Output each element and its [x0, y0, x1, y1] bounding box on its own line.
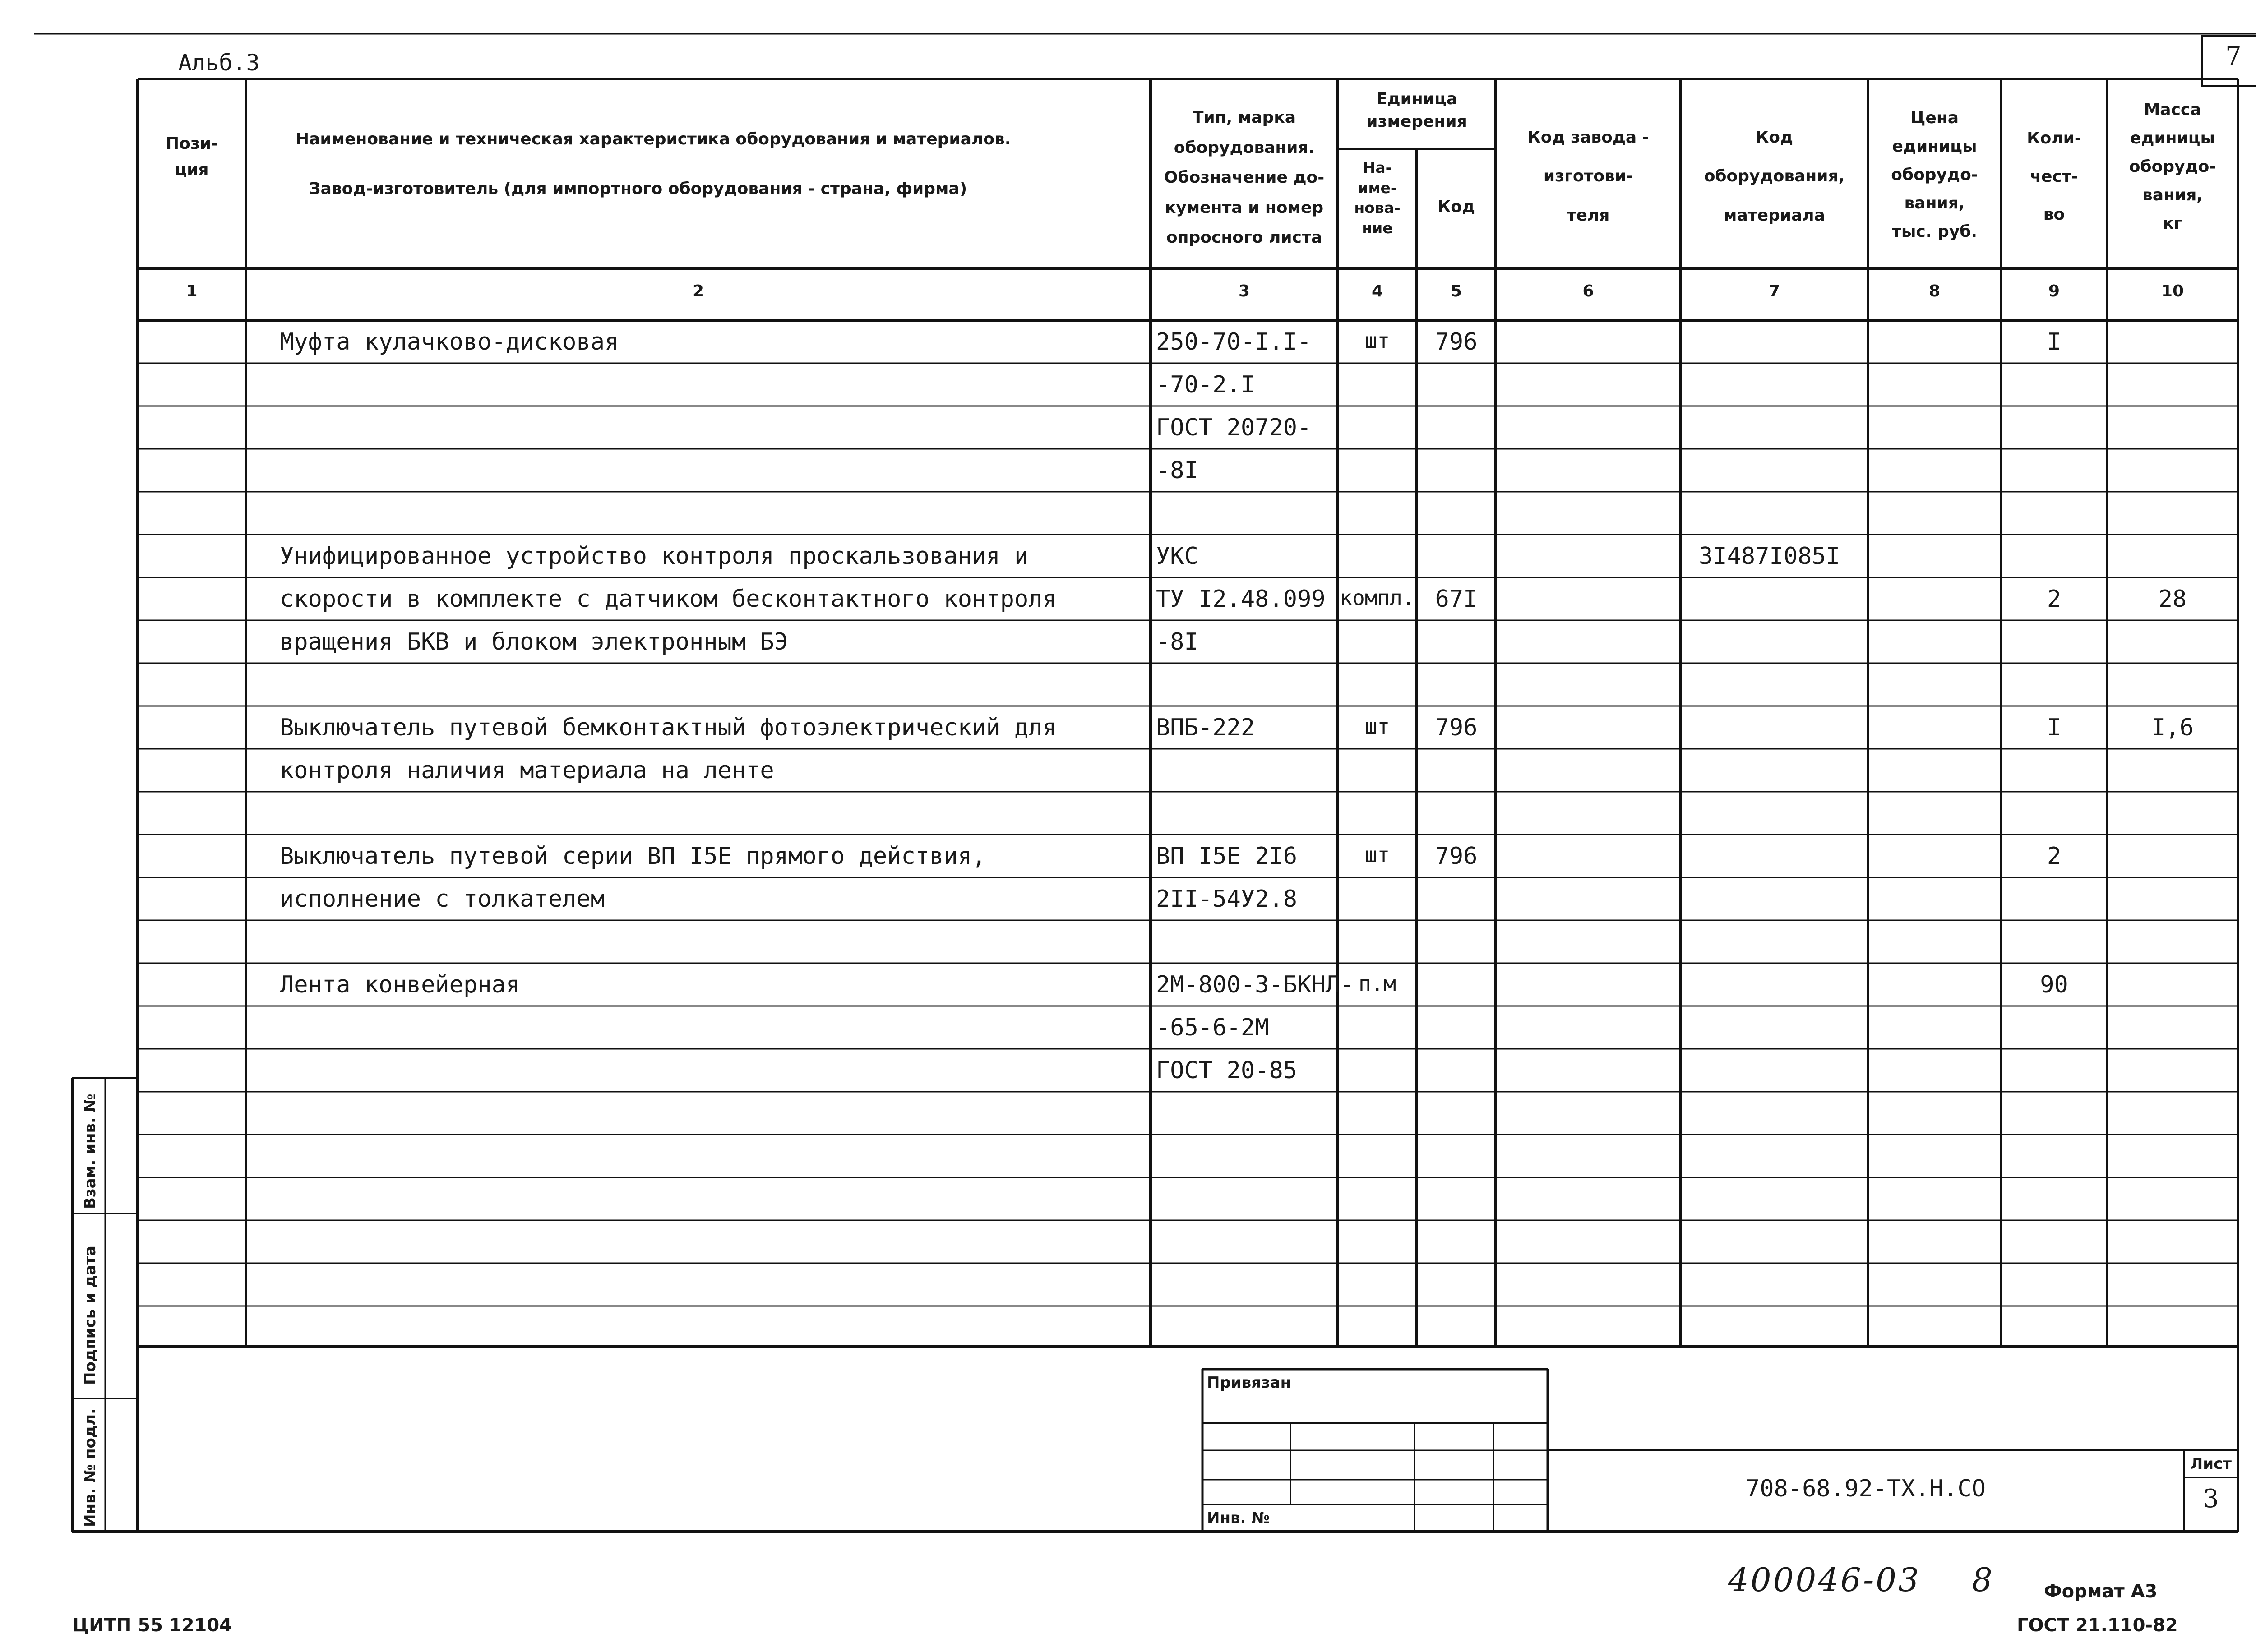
- handwritten-number: 8: [1972, 1561, 1994, 1599]
- col-number: 9: [2048, 282, 2060, 300]
- header-col-quantity: Коли- чест- во: [2027, 129, 2081, 224]
- row-mass: 28: [2158, 586, 2187, 613]
- document-code: 708-68.92-ТХ.Н.СО: [1745, 1475, 1986, 1502]
- stamp-sheet-label: Лист: [2190, 1455, 2232, 1473]
- col-number: 8: [1928, 282, 1941, 300]
- row-name: вращения БКВ и блоком электронным БЭ: [280, 628, 789, 655]
- row-quantity: 90: [2040, 971, 2068, 998]
- row-name: Выключатель путевой серии ВП I5Е прямого действия,: [280, 843, 986, 870]
- row-quantity: I: [2047, 714, 2062, 741]
- side-label-podpis: Подпись и дата: [81, 1246, 99, 1385]
- row-type: 2II-54У2.8: [1156, 886, 1298, 913]
- col-number: 6: [1582, 282, 1594, 300]
- stamp-inv-no: Инв. №: [1207, 1509, 1270, 1527]
- row-name: Лента конвейерная: [280, 971, 520, 998]
- page-corner-number: 7: [2225, 42, 2242, 71]
- row-type: ВПБ-222: [1156, 714, 1255, 741]
- header-col-name-line2: Завод-изготовитель (для импортного оборудования - страна, фирма): [309, 180, 967, 198]
- album-label: Альб.3: [178, 50, 260, 76]
- gost-label: ГОСТ 21.110-82: [2017, 1615, 2178, 1636]
- row-name: скорости в комплекте с датчиком бесконтактного контроля: [280, 586, 1057, 613]
- stamp-grid: [1202, 1369, 2238, 1532]
- row-equipment-code: 3I487I085I: [1699, 543, 1840, 570]
- row-type: -8I: [1156, 457, 1198, 484]
- header-col-factory-code: Код завода - изготови- теля: [1527, 128, 1649, 225]
- row-quantity: 2: [2047, 843, 2062, 870]
- col-number: 10: [2161, 282, 2184, 300]
- row-name: контроля наличия материала на ленте: [280, 757, 774, 784]
- row-type: -65-6-2М: [1156, 1014, 1269, 1041]
- row-unit: шт: [1364, 714, 1390, 738]
- row-mass: I,6: [2151, 714, 2194, 741]
- col-number: 5: [1450, 282, 1462, 300]
- table-grid: [138, 79, 2238, 1347]
- row-name: Муфта кулачково-дисковая: [280, 328, 619, 355]
- header-col-position: Пози- ция: [166, 134, 218, 179]
- row-unit: п.м: [1358, 971, 1396, 996]
- header-col-unit-name: На- име- нова- ние: [1354, 159, 1401, 237]
- format-label: Формат А3: [2044, 1581, 2158, 1602]
- header-col-price: Цена единицы оборудо- вания, тыс. руб.: [1891, 109, 1978, 241]
- col-number: 2: [692, 282, 704, 300]
- row-name: Унифицированное устройство контроля проскальзования и: [280, 543, 1029, 570]
- row-quantity: I: [2047, 328, 2062, 355]
- col-number: 4: [1371, 282, 1383, 300]
- row-type: 2М-800-3-БКНЛ-: [1156, 971, 1354, 998]
- row-type: 250-70-I.I-: [1156, 328, 1312, 355]
- header-col-name-line1: Наименование и техническая характеристика оборудования и материалов.: [296, 130, 1011, 148]
- row-name: исполнение с толкателем: [280, 886, 605, 913]
- side-label-vzam: Взам. инв. №: [81, 1094, 99, 1209]
- stamp-privyazan: Привязан: [1207, 1374, 1291, 1392]
- row-unit-code: 796: [1435, 843, 1478, 870]
- side-label-inv: Инв. № подл.: [81, 1408, 99, 1527]
- row-type: ГОСТ 20-85: [1156, 1057, 1298, 1084]
- header-col-mass: Масса единицы оборудо- вания, кг: [2129, 101, 2216, 233]
- row-name: Выключатель путевой бемконтактный фотоэлектрический для: [280, 714, 1057, 741]
- row-unit-code: 67I: [1435, 586, 1478, 613]
- header-col-type: Тип, марка оборудования. Обозначение до- кумента и номер опросного листа: [1164, 108, 1325, 247]
- col-number: 7: [1768, 282, 1780, 300]
- row-type: ГОСТ 20720-: [1156, 414, 1312, 441]
- row-quantity: 2: [2047, 586, 2062, 613]
- col-number: 3: [1238, 282, 1250, 300]
- row-type: ВП I5Е 2I6: [1156, 843, 1298, 870]
- row-unit-code: 796: [1435, 328, 1478, 355]
- row-unit: компл.: [1340, 586, 1415, 610]
- row-type: -70-2.I: [1156, 371, 1255, 398]
- row-type: -8I: [1156, 628, 1198, 655]
- stamp-sheet-number: 3: [2203, 1484, 2219, 1514]
- org-label: ЦИТП 55 12104: [72, 1615, 232, 1636]
- header-col-equipment-code: Код оборудования, материала: [1704, 128, 1845, 225]
- row-type: ТУ I2.48.099: [1156, 586, 1326, 613]
- row-unit: шт: [1364, 328, 1390, 353]
- col-number: 1: [186, 282, 198, 300]
- header-col-unit-group: Единица измерения: [1366, 90, 1467, 131]
- handwritten-code: 400046-03: [1728, 1561, 1921, 1599]
- row-unit: шт: [1364, 843, 1390, 867]
- row-type: УКС: [1156, 543, 1198, 570]
- header-col-unit-code: Код: [1437, 198, 1475, 216]
- row-unit-code: 796: [1435, 714, 1478, 741]
